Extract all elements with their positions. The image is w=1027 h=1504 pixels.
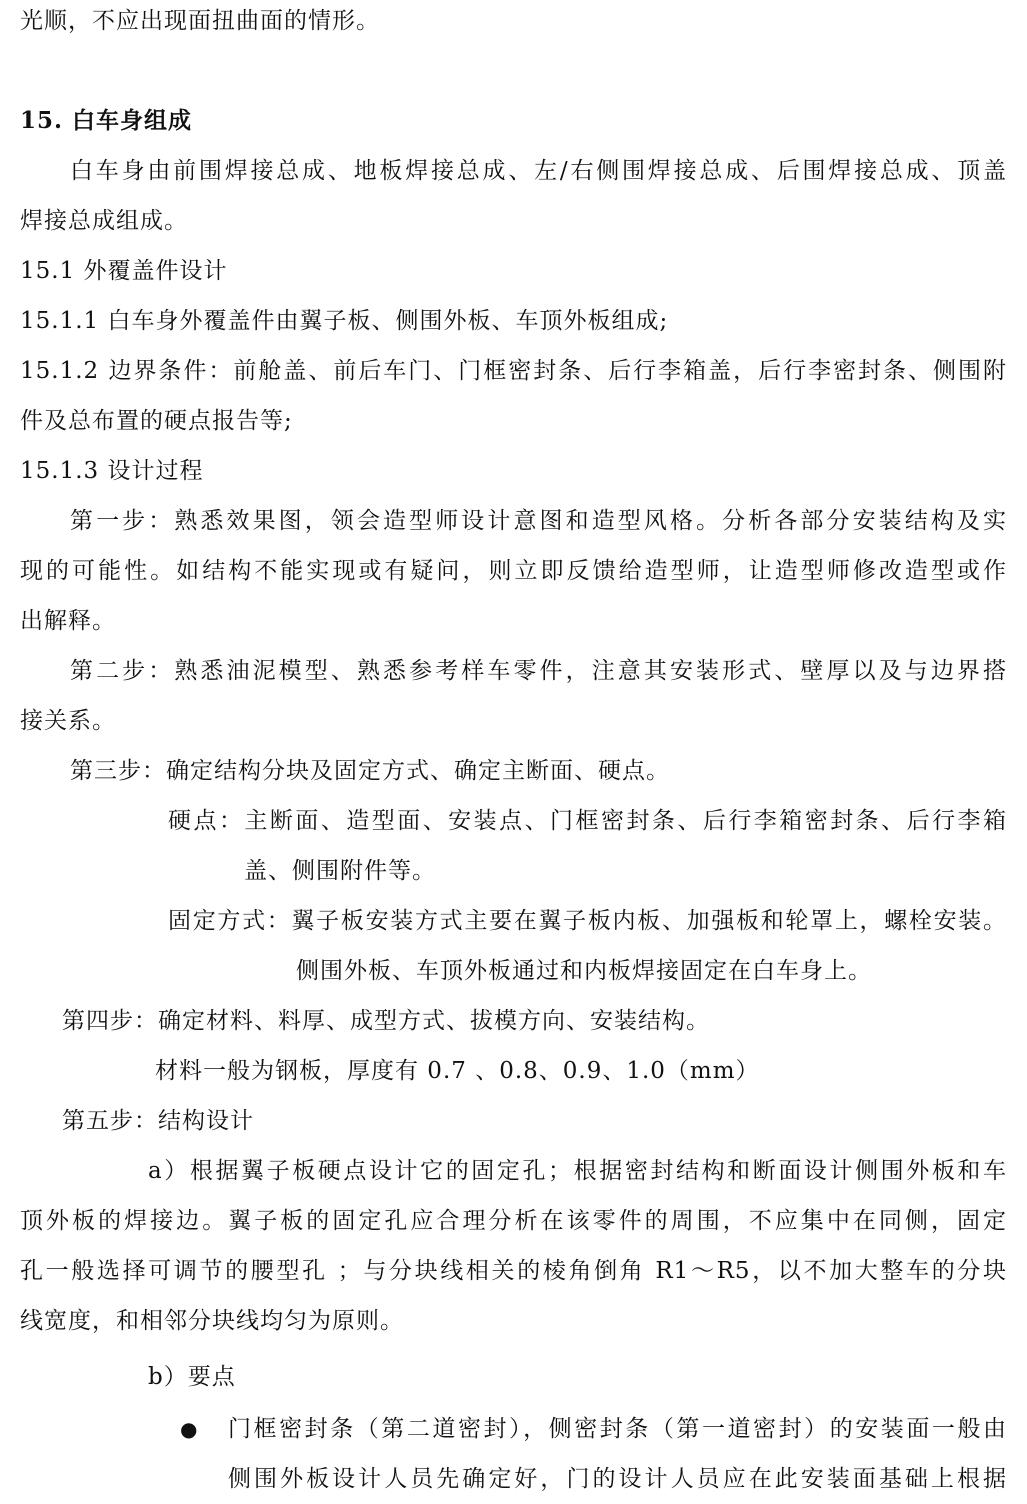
bullet-line: 门框密封条（第二道密封），侧密封条（第一道密封）的安装面一般由	[228, 1416, 1007, 1442]
paragraph-line: 侧围外板、车顶外板通过和内板焊接固定在白车身上。	[296, 958, 872, 984]
paragraph-line: 线宽度，和相邻分块线均匀为原则。	[20, 1308, 404, 1334]
bullet-line: 侧围外板设计人员先确定好，门的设计人员应在此安装面基础上根据	[228, 1466, 1007, 1492]
section-heading: 15. 白车身组成	[20, 107, 193, 134]
paragraph-line: 焊接总成组成。	[20, 208, 188, 234]
bullet-icon: ●	[180, 1417, 199, 1441]
paragraph-line: 现的可能性。如结构不能实现或有疑问，则立即反馈给造型师，让造型师修改造型或作	[20, 558, 1007, 584]
paragraph-line: 第四步：确定材料、料厚、成型方式、拔模方向、安装结构。	[62, 1008, 710, 1034]
paragraph-line: 孔一般选择可调节的腰型孔 ；与分块线相关的棱角倒角 R1～R5，以不加大整车的分块	[20, 1258, 1007, 1284]
paragraph-line: 出解释。	[20, 608, 116, 634]
paragraph-line: 顶外板的焊接边。翼子板的固定孔应合理分析在该零件的周围，不应集中在同侧，固定	[20, 1208, 1007, 1234]
paragraph-line: 第五步：结构设计	[62, 1108, 254, 1134]
paragraph-line: a）根据翼子板硬点设计它的固定孔；根据密封结构和断面设计侧围外板和车	[148, 1158, 1007, 1184]
text-line: 光顺，不应出现面扭曲面的情形。	[20, 8, 380, 34]
paragraph-line: 第二步：熟悉油泥模型、熟悉参考样车零件，注意其安装形式、壁厚以及与边界搭	[70, 658, 1007, 684]
paragraph-line: b）要点	[148, 1364, 236, 1390]
subsection-heading: 15.1 外覆盖件设计	[20, 258, 228, 284]
text-line: 件及总布置的硬点报告等;	[20, 408, 293, 434]
paragraph-line: 接关系。	[20, 708, 116, 734]
subsection-heading: 15.1.3 设计过程	[20, 458, 204, 484]
paragraph-line: 白车身由前围焊接总成、地板焊接总成、左/右侧围焊接总成、后围焊接总成、顶盖	[70, 158, 1007, 184]
text-line: 15.1.1 白车身外覆盖件由翼子板、侧围外板、车顶外板组成;	[20, 308, 669, 334]
paragraph-line: 固定方式：翼子板安装方式主要在翼子板内板、加强板和轮罩上，螺栓安装。	[168, 908, 1007, 934]
paragraph-line: 盖、侧围附件等。	[244, 858, 436, 884]
paragraph-line: 第一步：熟悉效果图，领会造型师设计意图和造型风格。分析各部分安装结构及实	[70, 508, 1007, 534]
paragraph-line: 材料一般为钢板，厚度有 0.7 、0.8、0.9、1.0（mm）	[155, 1058, 760, 1084]
paragraph-line: 第三步：确定结构分块及固定方式、确定主断面、硬点。	[70, 758, 670, 784]
paragraph-line: 硬点：主断面、造型面、安装点、门框密封条、后行李箱密封条、后行李箱	[168, 808, 1007, 834]
text-line: 15.1.2 边界条件：前舱盖、前后车门、门框密封条、后行李箱盖，后行李密封条、侧围附	[20, 358, 1007, 384]
